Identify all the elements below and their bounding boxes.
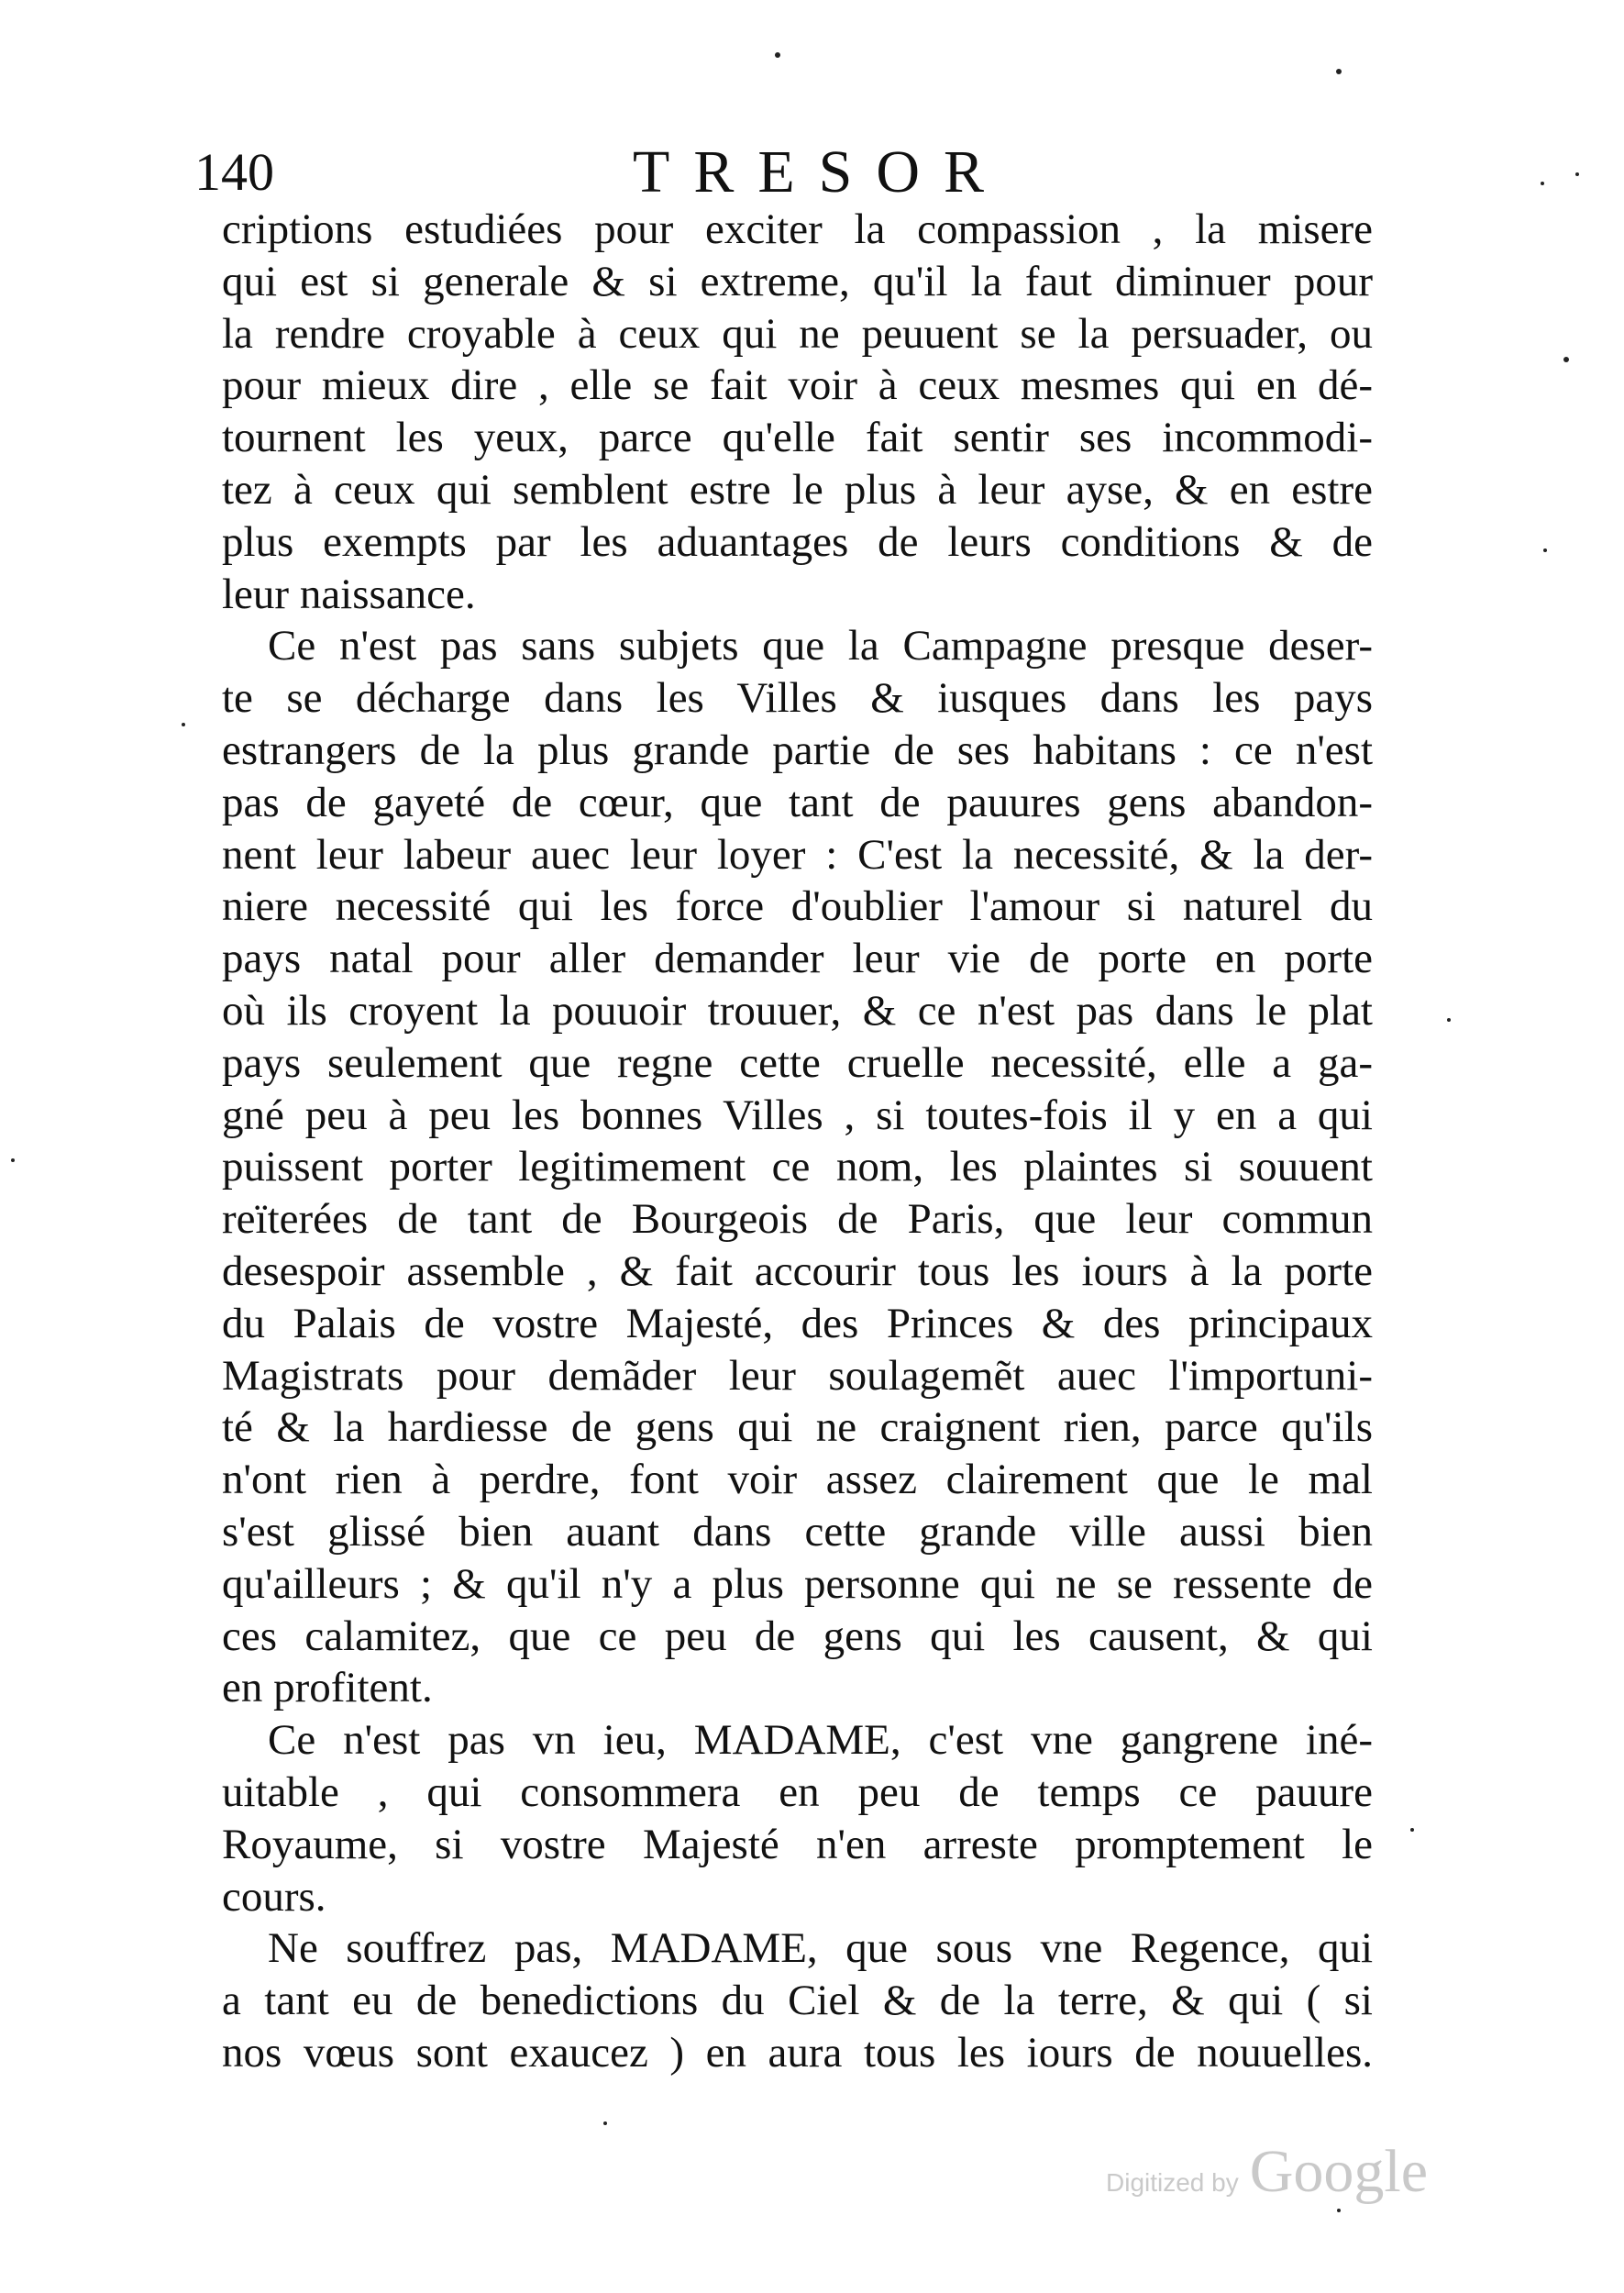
text-line: puissent porter legitimement ce nom, les plaintes si souuent [222, 1143, 1373, 1191]
text-line: nos vœus sont exaucez ) en aura tous les iours de nouuelles. [222, 2028, 1373, 2077]
text-line: plus exempts par les aduantages de leurs conditions & de [222, 517, 1373, 566]
text-line: la rendre croyable à ceux qui ne peuuent se la persuader, ou [222, 309, 1373, 358]
watermark-logo: Google [1249, 2138, 1429, 2205]
text-line: nent leur labeur auec leur loyer : C'est la necessité, & la der- [222, 830, 1373, 879]
text-line: en profitent. [222, 1664, 433, 1712]
text-line: gné peu à peu les bonnes Villes , si toutes-fois il y en a qui [222, 1091, 1373, 1139]
text-line: leur naissance. [222, 570, 476, 618]
running-head [194, 136, 1386, 209]
text-line: Royaume, si vostre Majesté n'en arreste promptement le [222, 1820, 1373, 1868]
text-line: pays natal pour aller demander leur vie de porte en porte [222, 935, 1373, 983]
text-line: tournent les yeux, parce qu'elle fait sentir ses incommodi- [222, 414, 1373, 462]
text-line: reïterées de tant de Bourgeois de Paris, que leur commun [222, 1195, 1373, 1244]
paragraph-start-line: Ce n'est pas vn ieu, MADAME, c'est vne gangrene iné- [268, 1716, 1373, 1765]
text-line: pas de gayeté de cœur, que tant de pauures gens abandon- [222, 778, 1373, 826]
text-line: pays seulement que regne cette cruelle necessité, elle a ga- [222, 1038, 1373, 1087]
text-line: qui est si generale & si extreme, qu'il la faut diminuer pour [222, 257, 1373, 305]
paragraph-start-line: Ne souffrez pas, MADAME, que sous vne Regence, qui [268, 1924, 1373, 1973]
watermark-prefix: Digitized by [1106, 2168, 1239, 2197]
text-line: a tant eu de benedictions du Ciel & de la terre, & qui ( si [222, 1977, 1373, 2025]
text-line: uitable , qui consommera en peu de temps ce pauure [222, 1767, 1373, 1816]
text-line: té & la hardiesse de gens qui ne craignent rien, parce qu'ils [222, 1403, 1373, 1452]
text-line: criptions estudiées pour exciter la compassion , la misere [222, 205, 1373, 253]
text-line: qu'ailleurs ; & qu'il n'y a plus personne qui ne se ressente de [222, 1559, 1373, 1608]
body-text [222, 204, 1373, 2079]
text-line: où ils croyent la pouuoir trouuer, & ce n'est pas dans le plat [222, 986, 1373, 1035]
running-title: TRESOR [633, 138, 1009, 205]
text-line: du Palais de vostre Majesté, des Princes & des principaux [222, 1299, 1373, 1347]
paragraph-start-line: Ce n'est pas sans subjets que la Campagne presque deser- [268, 622, 1373, 670]
text-line: niere necessité qui les force d'oublier l'amour si naturel du [222, 882, 1373, 931]
text-line: desespoir assemble , & fait accourir tous les iours à la porte [222, 1246, 1373, 1295]
text-line: estrangers de la plus grande partie de ses habitans : ce n'est [222, 726, 1373, 774]
text-line: tez à ceux qui semblent estre le plus à leur ayse, & en estre [222, 465, 1373, 514]
text-line: te se décharge dans les Villes & iusques dans les pays [222, 674, 1373, 723]
text-line: cours. [222, 1872, 326, 1921]
text-line: n'ont rien à perdre, font voir assez clairement que le mal [222, 1456, 1373, 1504]
text-line: pour mieux dire , elle se fait voir à ceux mesmes qui en dé- [222, 361, 1373, 410]
page-number: 140 [194, 142, 274, 202]
text-line: ces calamitez, que ce peu de gens qui les causent, & qui [222, 1612, 1373, 1660]
text-line: s'est glissé bien auant dans cette grande ville aussi bien [222, 1507, 1373, 1556]
digitization-watermark [1106, 2137, 1428, 2220]
text-line: Magistrats pour demãder leur soulagemẽt auec l'importuni- [222, 1351, 1373, 1400]
